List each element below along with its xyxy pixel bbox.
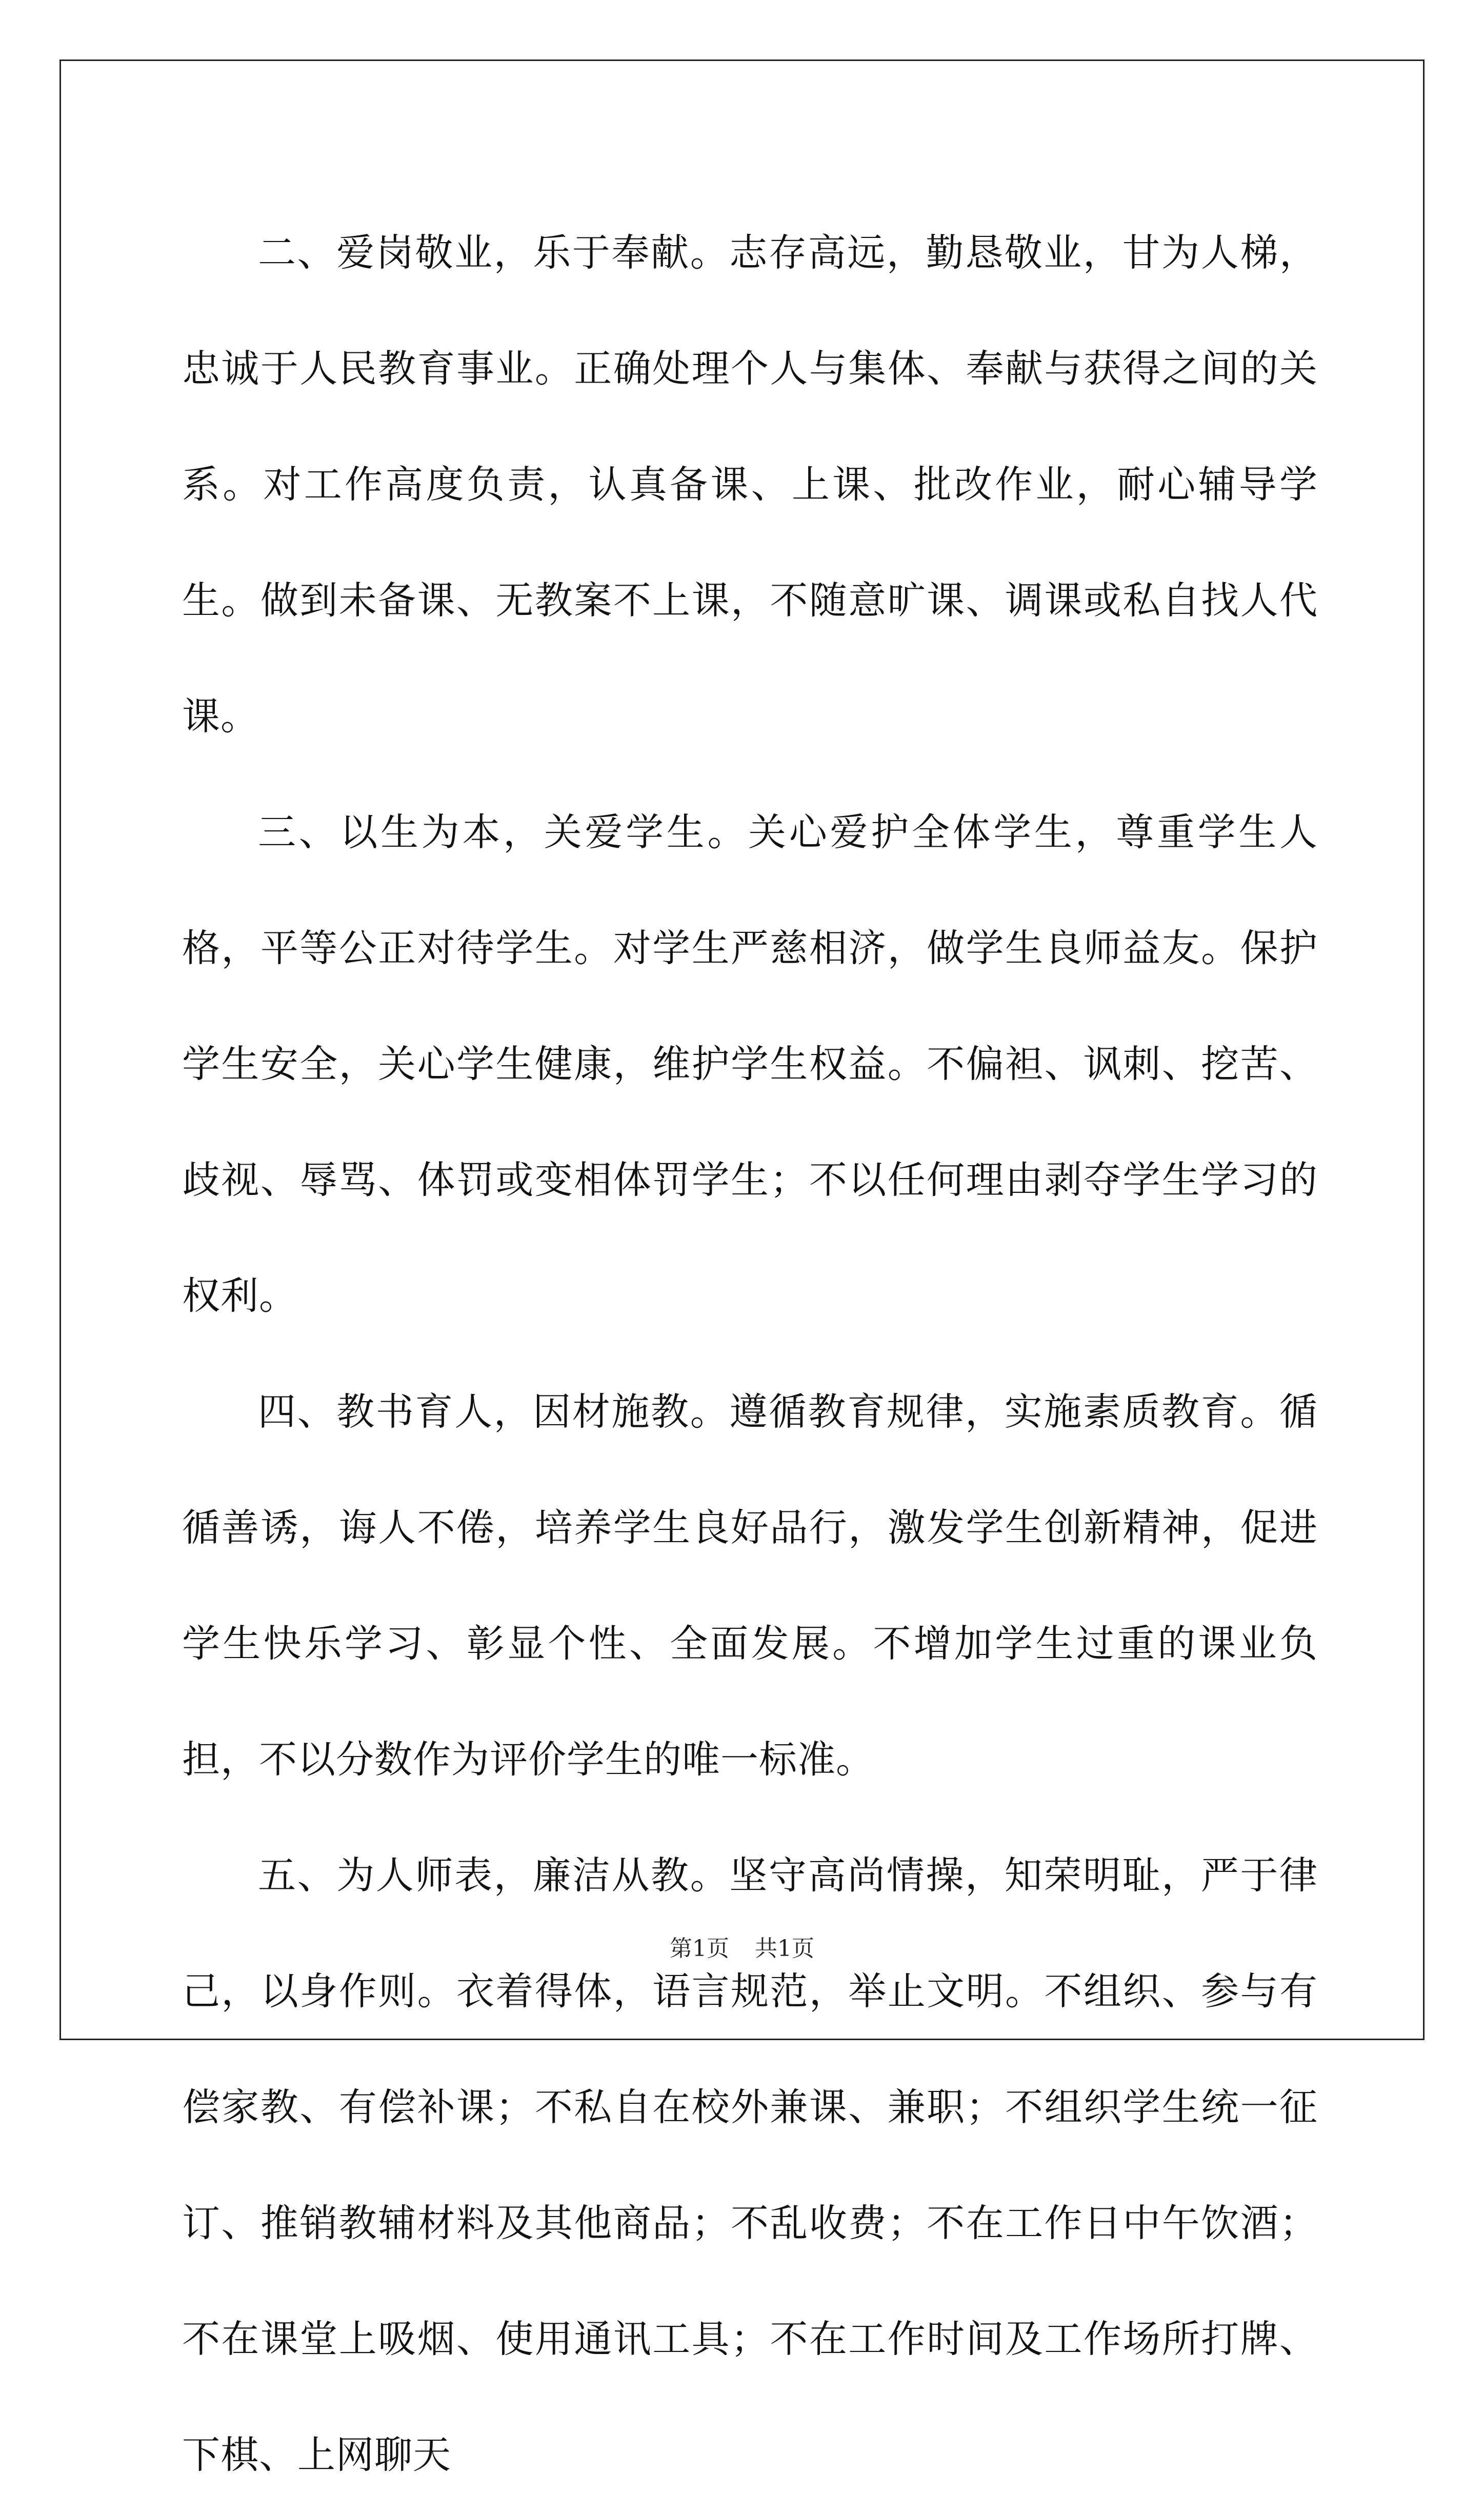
paragraph-2: 二、爱岗敬业，乐于奉献。志存高远，勤恳敬业，甘为人梯，忠诚于人民教育事业。正确处理个人与集体、奉献与获得之间的关系。对工作高度负责，认真备课、上课、批改作业，耐心辅导学生。做到未备课、无教案不上课，不随意旷课、调课或私自找人代课。 <box>182 231 1318 739</box>
paragraph-3: 三、以生为本，关爱学生。关心爱护全体学生，尊重学生人格，平等公正对待学生。对学生严慈相济，做学生良师益友。保护学生安全，关心学生健康，维护学生权益。不偏袒、讽刺、挖苦、歧视、辱骂、体罚或变相体罚学生；不以任何理由剥夺学生学习的权利。 <box>182 810 1318 1318</box>
document-body <box>182 195 1318 2513</box>
page-total: 共1页 <box>755 1936 814 1962</box>
paragraph-5: 五、为人师表，廉洁从教。坚守高尚情操，知荣明耻，严于律己，以身作则。衣着得体，语言规范，举止文明。不组织、参与有偿家教、有偿补课；不私自在校外兼课、兼职；不组织学生统一征订、推销教辅材料及其他商品；不乱收费；不在工作日中午饮酒；不在课堂上吸烟、使用通讯工具；不在工作时间及工作场所打牌、下棋、上网聊天 <box>182 1853 1318 2477</box>
paragraph-4: 四、教书育人，因材施教。遵循教育规律，实施素质教育。循循善诱，诲人不倦，培养学生良好品行，激发学生创新精神，促进学生快乐学习、彰显个性、全面发展。不增加学生过重的课业负担，不以分数作为评价学生的唯一标准。 <box>182 1390 1318 1782</box>
page-footer <box>0 1933 1484 1964</box>
page-number: 第1页 <box>670 1936 729 1962</box>
